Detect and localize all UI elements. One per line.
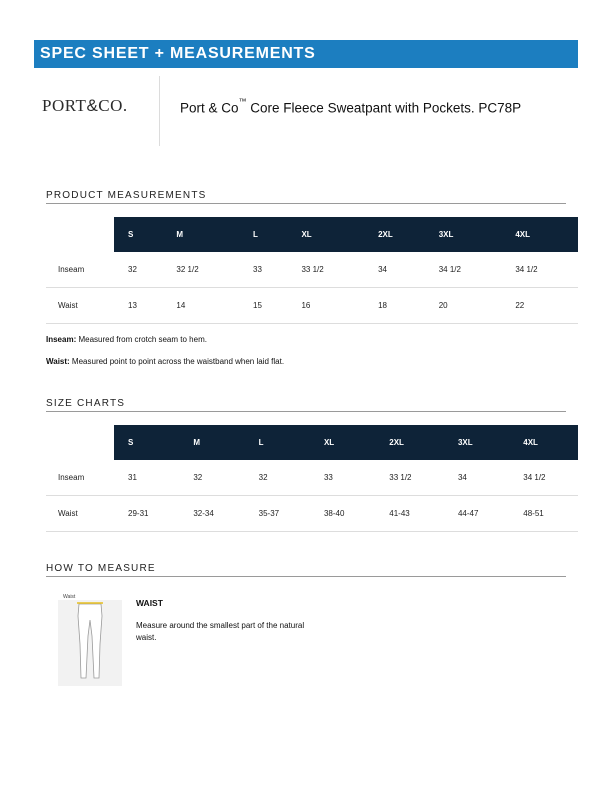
table-cell: 34 1/2 (501, 252, 578, 288)
table-cell: 41-43 (375, 496, 444, 532)
row-label: Inseam (46, 252, 114, 288)
size-charts-heading: SIZE CHARTS (46, 398, 126, 409)
table-cell: 32 1/2 (162, 252, 239, 288)
table-cell: 22 (501, 288, 578, 324)
table-cell: 32-34 (179, 496, 244, 532)
how-to-measure-heading: HOW TO MEASURE (46, 563, 156, 574)
size-header: XL (287, 217, 364, 252)
product-measurements-table (46, 217, 578, 324)
header-blank-cell (46, 217, 114, 252)
size-header: L (245, 425, 310, 460)
waist-instructions: Measure around the smallest part of the natural waist. (136, 621, 305, 642)
spec-sheet-banner: SPEC SHEET + MEASUREMENTS (34, 40, 578, 68)
table-cell: 48-51 (509, 496, 578, 532)
waist-title: WAIST (136, 598, 163, 608)
table-row-inseam (46, 252, 578, 288)
trademark-symbol: ™ (238, 97, 247, 106)
size-header: 3XL (444, 425, 509, 460)
table-cell: 18 (364, 288, 425, 324)
size-header: L (239, 217, 287, 252)
table-cell: 31 (114, 460, 179, 496)
table-cell: 44-47 (444, 496, 509, 532)
figure-waist-label: Waist (63, 594, 76, 600)
table-cell: 14 (162, 288, 239, 324)
inseam-note: Inseam: Measured from crotch seam to hem. (46, 335, 207, 344)
header-blank-cell (46, 425, 114, 460)
table-cell: 34 (444, 460, 509, 496)
table-cell: 33 1/2 (375, 460, 444, 496)
header-divider (159, 76, 160, 146)
size-charts-table (46, 425, 578, 532)
table-cell: 33 (239, 252, 287, 288)
size-header: 3XL (425, 217, 502, 252)
section-rule (46, 411, 566, 412)
table-cell: 32 (179, 460, 244, 496)
size-header: 2XL (364, 217, 425, 252)
size-header: 2XL (375, 425, 444, 460)
size-header-row (46, 425, 578, 460)
table-row-inseam (46, 460, 578, 496)
table-cell: 29-31 (114, 496, 179, 532)
row-label: Waist (46, 496, 114, 532)
table-cell: 20 (425, 288, 502, 324)
row-label: Inseam (46, 460, 114, 496)
size-header: S (114, 425, 179, 460)
product-measurements-heading: PRODUCT MEASUREMENTS (46, 190, 207, 201)
section-rule (46, 576, 566, 577)
size-header: XL (310, 425, 375, 460)
table-cell: 34 1/2 (509, 460, 578, 496)
table-row-waist (46, 288, 578, 324)
size-header: M (162, 217, 239, 252)
size-header: 4XL (509, 425, 578, 460)
port-and-co-logo: PORT&CO. (42, 96, 128, 115)
table-row-waist (46, 496, 578, 532)
table-cell: 34 (364, 252, 425, 288)
pants-diagram-icon (56, 594, 124, 686)
table-cell: 35-37 (245, 496, 310, 532)
table-cell: 38-40 (310, 496, 375, 532)
table-cell: 32 (245, 460, 310, 496)
product-title: Port & Co™ Core Fleece Sweatpant with Pockets. PC78P (180, 97, 522, 116)
size-header: S (114, 217, 162, 252)
waist-note: Waist: Measured point to point across the waistband when laid flat. (46, 357, 285, 366)
table-cell: 32 (114, 252, 162, 288)
size-header-row (46, 217, 578, 252)
size-header: 4XL (501, 217, 578, 252)
row-label: Waist (46, 288, 114, 324)
pants-diagram (56, 594, 124, 686)
table-cell: 33 1/2 (287, 252, 364, 288)
section-rule (46, 203, 566, 204)
size-header: M (179, 425, 244, 460)
table-cell: 16 (287, 288, 364, 324)
table-cell: 33 (310, 460, 375, 496)
table-cell: 13 (114, 288, 162, 324)
table-cell: 34 1/2 (425, 252, 502, 288)
table-cell: 15 (239, 288, 287, 324)
